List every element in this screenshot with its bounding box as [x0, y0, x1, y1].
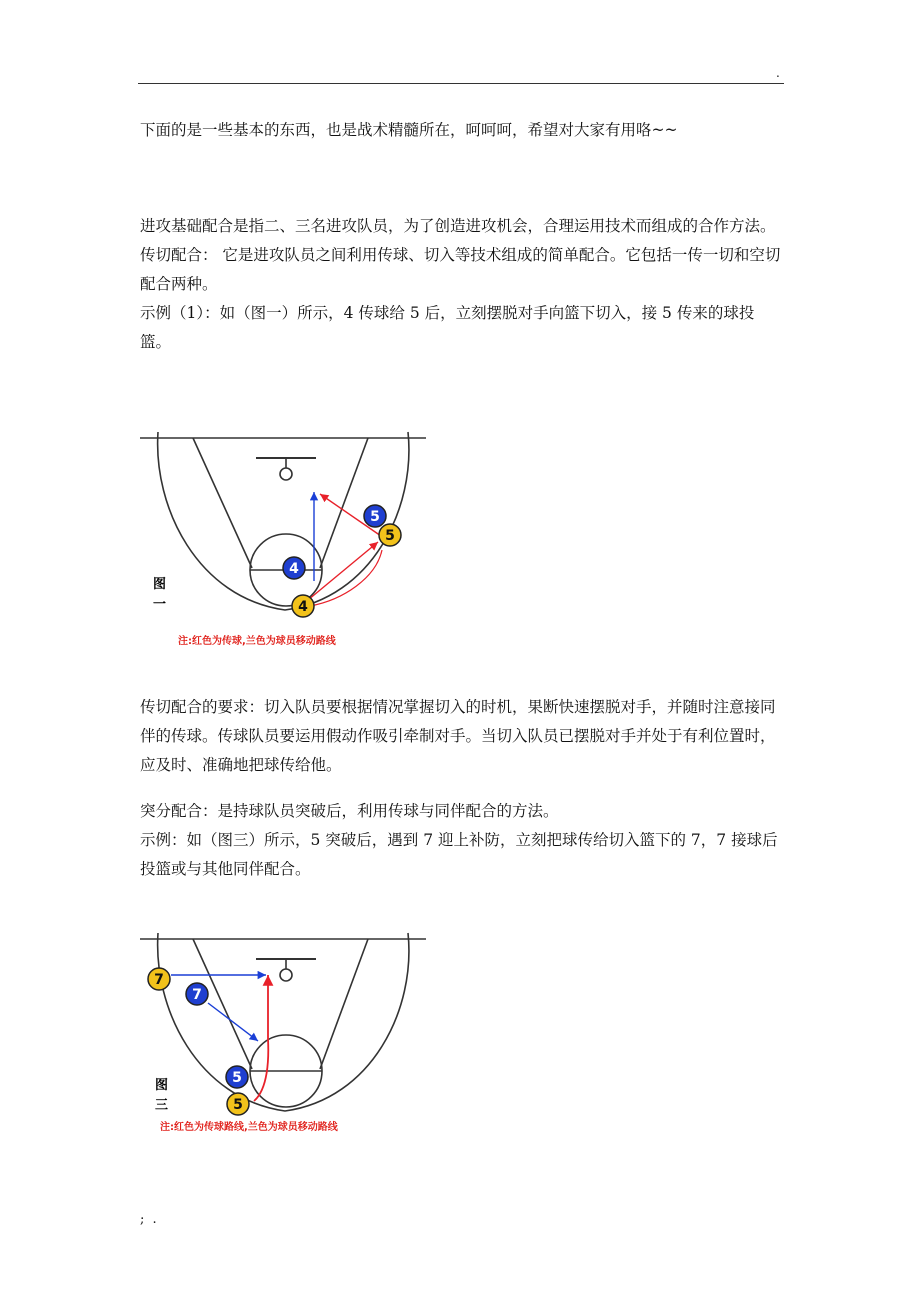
- figure-3-diagram: [138, 929, 428, 1144]
- svg-text:4: 4: [289, 561, 299, 577]
- drive-kick-text: 突分配合：是持球队员突破后，利用传球与同伴配合的方法。: [140, 802, 559, 820]
- body-section-2: [140, 693, 782, 780]
- figure-1-label-top: 图: [153, 577, 167, 592]
- svg-text:5: 5: [385, 528, 395, 544]
- svg-text:5: 5: [233, 1097, 243, 1113]
- requirements-text: 传切配合的要求：切入队员要根据情况掌握切入的时机，果断快速摆脱对手，并随时注意接同伴的传球。传球队员要运用假动作吸引牵制对手。当切入队员已摆脱对手并处于有利位置时，应及时、准确地把球传给他。: [140, 698, 776, 774]
- player-yellow-4: [292, 595, 314, 617]
- intro-paragraph: [140, 116, 782, 145]
- move-line-blue-7: [208, 1003, 258, 1041]
- figure-3: [138, 929, 428, 1144]
- pass-line-4-to-5: [308, 542, 378, 600]
- player-yellow-7: [148, 968, 170, 990]
- svg-text:7: 7: [154, 972, 164, 988]
- lane-line-left: [193, 438, 252, 568]
- figure-3-label-bottom: 三: [155, 1098, 169, 1113]
- header-rule: [138, 83, 784, 84]
- example1-text: 示例（1）：如（图一）所示，4 传球给 5 后，立刻摆脱对手向篮下切入，接 5 传来的球投篮。: [140, 304, 755, 351]
- figure-1: [138, 428, 428, 653]
- figure-3-label-top: 图: [155, 1078, 169, 1093]
- player-yellow-5: [227, 1093, 249, 1115]
- figure-1-label-bottom: 一: [153, 597, 167, 612]
- svg-text:7: 7: [192, 987, 202, 1003]
- player-yellow-5: [379, 524, 401, 546]
- example3-text: 示例：如（图三）所示，5 突破后，遇到 7 迎上补防，立刻把球传给切入篮下的 7，7 接球后投篮或与其他同伴配合。: [140, 831, 778, 878]
- header-mark: .: [776, 66, 780, 80]
- definition-text: 进攻基础配合是指二、三名进攻队员，为了创造进攻机会，合理运用技术而组成的合作方法。: [140, 217, 776, 235]
- figure-3-note: 注:红色为传球路线,兰色为球员移动路线: [160, 1122, 338, 1133]
- figure-1-diagram: [138, 428, 428, 653]
- pass-cut-text: 传切配合： 它是进攻队员之间利用传球、切入等技术组成的简单配合。它包括一传一切和空切配合两种。: [140, 246, 781, 293]
- player-blue-4: [283, 557, 305, 579]
- player-blue-5: [364, 505, 386, 527]
- basket: [280, 969, 292, 981]
- body-section-3: [140, 797, 782, 884]
- intro-text: 下面的是一些基本的东西，也是战术精髓所在，呵呵呵，希望对大家有用咯~~: [140, 121, 678, 139]
- figure-1-note: 注:红色为传球,兰色为球员移动路线: [178, 636, 336, 647]
- lane-line-right: [320, 939, 368, 1069]
- body-section-1: [140, 212, 782, 357]
- player-blue-5: [226, 1066, 248, 1088]
- svg-text:5: 5: [232, 1070, 242, 1086]
- drive-pass-line-5: [254, 975, 268, 1101]
- basket: [280, 468, 292, 480]
- svg-text:4: 4: [298, 599, 308, 615]
- svg-text:5: 5: [370, 509, 380, 525]
- player-blue-7: [186, 983, 208, 1005]
- footer-mark: ; .: [140, 1212, 159, 1227]
- lane-line-right: [320, 438, 368, 568]
